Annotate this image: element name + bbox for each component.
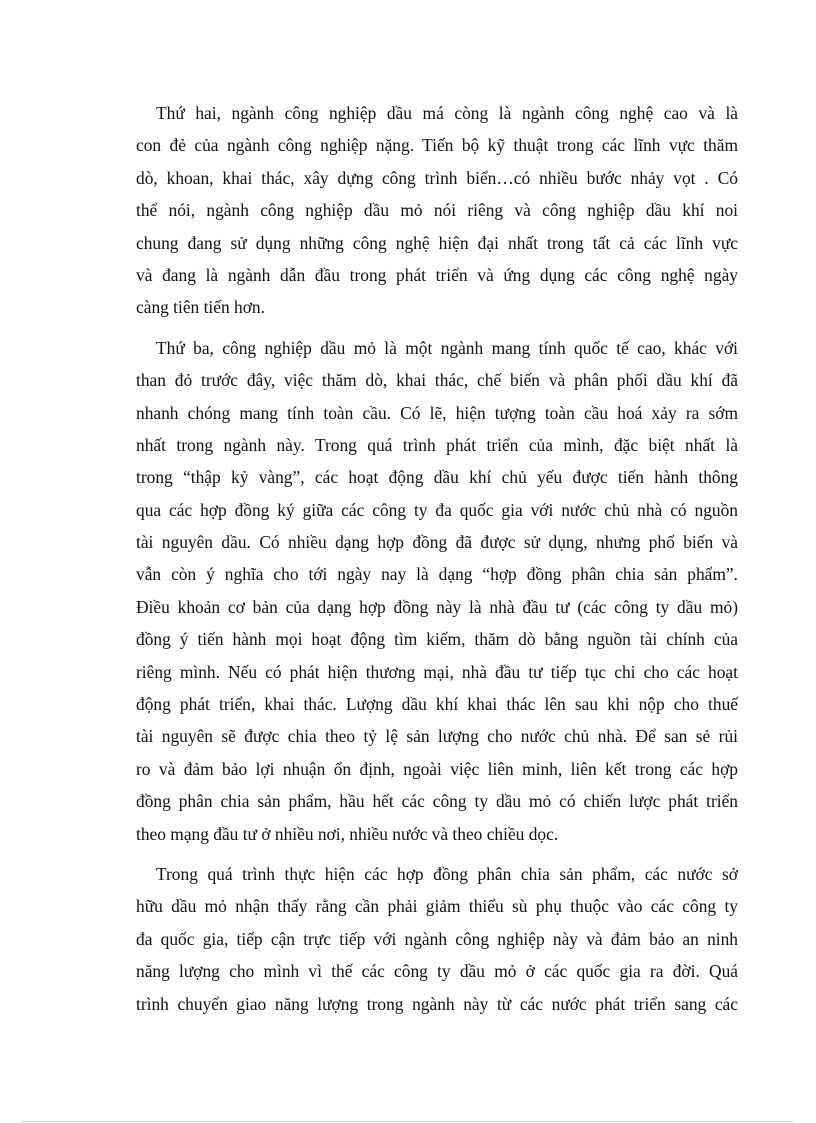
text-line: hữu dầu mỏ nhận thấy rằng cần phải giảm thiểu sù phụ thuộc vào các công ty <box>136 896 738 917</box>
text-line: nhất trong ngành này. Trong quá trình phát triển của mình, đặc biệt nhất là <box>136 434 738 455</box>
text-line: càng tiên tiến hơn. <box>136 297 265 318</box>
text-line: Thứ hai, ngành công nghiệp dầu má còng là ngành công nghệ cao và là <box>156 103 738 123</box>
text-line: tài nguyên dầu. Có nhiều dạng hợp đồng đã được sử dụng, nhưng phổ biến và <box>136 532 738 553</box>
text-line: trong “thập kỷ vàng”, các hoạt động dầu khí chủ yếu được tiến hành thông <box>136 467 738 488</box>
text-line: đồng ý tiến hành mọi hoạt động tìm kiếm, thăm dò bằng nguồn tài chính của <box>136 629 738 650</box>
text-line: năng lượng cho mình vì thế các công ty dầu mỏ ở các quốc gia ra đời. Quá <box>136 961 738 982</box>
text-line: tài nguyên sẽ được chia theo tỷ lệ sản lượng cho nước chủ nhà. Để san sẻ rủi <box>136 726 738 747</box>
text-line: thể nói, ngành công nghiệp dầu mỏ nói riêng và công nghiệp dầu khí noi <box>136 200 738 221</box>
text-line: Trong quá trình thực hiện các hợp đồng phân chia sản phẩm, các nước sở <box>156 863 738 884</box>
text-line: ro và đảm bảo lợi nhuận ổn định, ngoài việc liên minh, liên kết trong các hợp <box>136 758 738 779</box>
text-line: vẫn còn ý nghĩa cho tới ngày nay là dạng “hợp đồng phân chia sản phẩm”. <box>136 564 738 585</box>
paragraph-1 <box>136 97 738 324</box>
paragraph-3 <box>136 858 738 1020</box>
text-line: qua các hợp đồng ký giữa các công ty đa quốc gia với nước chủ nhà có nguồn <box>136 499 738 520</box>
page-bottom-divider <box>22 1121 794 1122</box>
text-line: và đang là ngành dẫn đầu trong phát triển và ứng dụng các công nghệ ngày <box>136 264 738 285</box>
text-line: theo mạng đầu tư ở nhiều nơi, nhiều nước và theo chiều dọc. <box>136 823 559 844</box>
text-line: chung đang sử dụng những công nghệ hiện đại nhất trong tất cả các lĩnh vực <box>136 232 738 253</box>
document-body <box>136 97 738 1020</box>
paragraph-2 <box>136 332 738 850</box>
text-line: động phát triển, khai thác. Lượng dầu khí khai thác lên sau khi nộp cho thuế <box>136 694 738 715</box>
text-line: riêng mình. Nếu có phát hiện thương mại, nhà đầu tư tiếp tục chi cho các hoạt <box>136 661 738 682</box>
text-line: nhanh chóng mang tính toàn cầu. Có lẽ, hiện tượng toàn cầu hoá xảy ra sớm <box>136 402 738 423</box>
text-line: Thứ ba, công nghiệp dầu mỏ là một ngành mang tính quốc tế cao, khác với <box>156 337 738 358</box>
text-line: dò, khoan, khai thác, xây dựng công trình biển…có nhiều bước nhảy vọt . Có <box>136 167 738 188</box>
text-line: Điều khoản cơ bản của dạng hợp đồng này là nhà đầu tư (các công ty dầu mỏ) <box>136 596 738 617</box>
text-line: than đỏ trước đây, việc thăm dò, khai thác, chế biến và phân phối dầu khí đã <box>136 370 738 391</box>
text-line: con đẻ của ngành công nghiệp nặng. Tiến bộ kỹ thuật trong các lĩnh vực thăm <box>136 135 738 156</box>
text-line: trình chuyển giao năng lượng trong ngành này từ các nước phát triển sang các <box>136 993 738 1014</box>
text-line: đồng phân chia sản phẩm, hầu hết các công ty dầu mỏ có chiến lược phát triển <box>136 791 738 812</box>
text-line: đa quốc gia, tiếp cận trực tiếp với ngành công nghiệp này và đảm bảo an ninh <box>136 928 738 949</box>
